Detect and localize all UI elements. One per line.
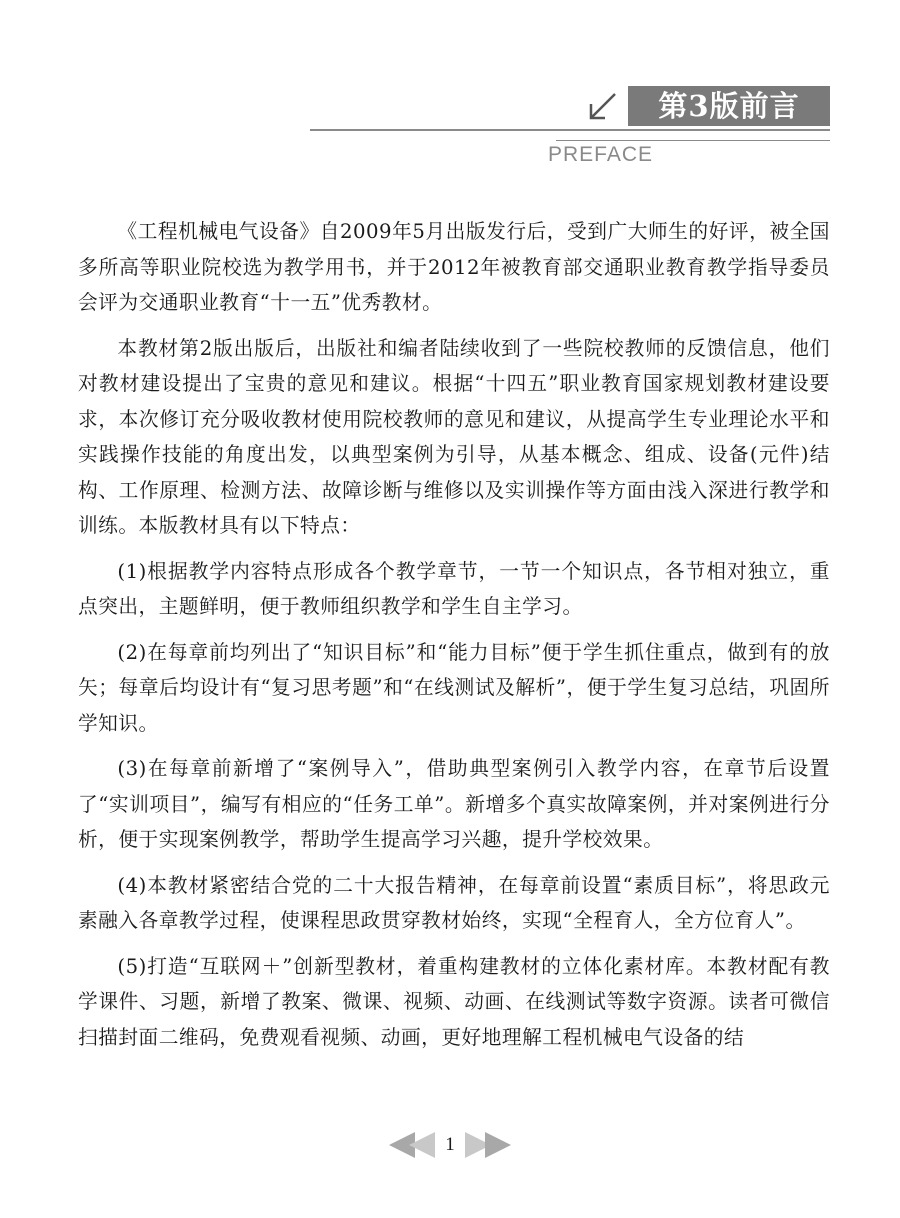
paragraph: (3)在每章前新增了“案例导入”，借助典型案例引入教学内容，在章节后设置了“实训项目”，编写有相应的“任务工单”。新增多个真实故障案例，并对案例进行分析，便于实现案例教学，帮助学生提高学习兴趣，提升学校效果。: [78, 757, 830, 851]
paragraph: (1)根据教学内容特点形成各个教学章节，一节一个知识点，各节相对独立，重点突出，主题鲜明，便于教师组织教学和学生自主学习。: [78, 559, 830, 618]
paragraph: (5)打造“互联网＋”创新型教材，着重构建教材的立体化素材库。本教材配有教学课件、习题，新增了教案、微课、视频、动画、在线测试等数字资源。读者可微信扫描封面二维码，免费观看视频、动画，更好地理解工程机械电气设备的结: [78, 954, 830, 1049]
preface-body: [78, 214, 830, 1065]
header-subrule: [556, 140, 830, 141]
header-rule: [310, 129, 830, 131]
page-subtitle: PREFACE: [548, 143, 654, 166]
page-title: 第3版前言: [628, 86, 830, 126]
paragraph: 《工程机械电气设备》自2009年5月出版发行后，受到广大师生的好评，被全国多所高等职业院校选为教学用书，并于2012年被教育部交通职业教育教学指导委员会评为交通职业教育“十一五”优秀教材。: [78, 220, 830, 314]
double-right-arrow-icon[interactable]: [455, 1125, 515, 1165]
paragraph: 本教材第2版出版后，出版社和编者陆续收到了一些院校教师的反馈信息，他们对教材建设提出了宝贵的意见和建议。根据“十四五”职业教育国家规划教材建设要求，本次修订充分吸收教材使用院校教师的意见和建议，从提高学生专业理论水平和实践操作技能的角度出发，以典型案例为引导，从基本概念、组成、设备(元件)结构、工作原理、检测方法、故障诊断与维修以及实训操作等方面由浅入深进行教学和训练。本版教材具有以下特点：: [78, 336, 830, 537]
paragraph: (2)在每章前均列出了“知识目标”和“能力目标”便于学生抓住重点，做到有的放矢；每章后均设计有“复习思考题”和“在线测试及解析”，便于学生复习总结，巩固所学知识。: [78, 640, 830, 735]
page-number: 1: [445, 1134, 455, 1155]
arrow-down-left-icon: [585, 90, 619, 124]
page-footer: [0, 1125, 900, 1165]
paragraph: (4)本教材紧密结合党的二十大报告精神，在每章前设置“素质目标”，将思政元素融入各章教学过程，使课程思政贯穿教材始终，实现“全程育人，全方位育人”。: [78, 873, 830, 932]
